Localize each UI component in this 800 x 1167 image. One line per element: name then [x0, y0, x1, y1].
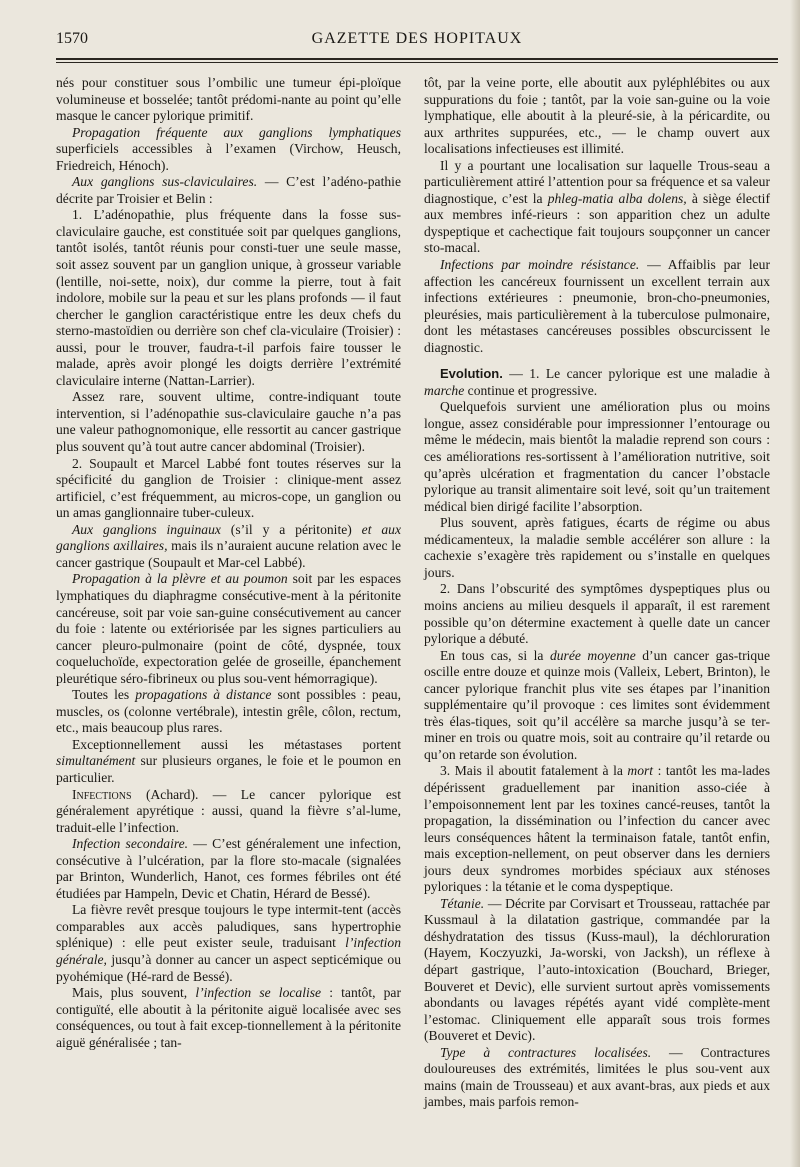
text-run: soit par les espaces lymphatiques du diaphragme consécutive-ment à la péritonite cancéreuse, soit par voie san-guine consécutivement au cancer du foie : latente ou extériorisée par les signes particuliers au cancer pleuro-pulmonaire (point de côté, dyspnée, toux coqueluchoïde, expectoration gelée de groseille, épanchement pleurétique séro-fibrineux ou plus sou-vent hémorragique). — [56, 571, 401, 686]
italic-run: mort — [627, 763, 654, 779]
paragraph-l5 — [56, 389, 401, 455]
text-run: continue et progressive. — [464, 382, 598, 398]
text-run: 3. Mais il aboutit fatalement à la — [440, 763, 628, 779]
text-run: — Décrite par Corvisart et Trousseau, rattachée par Kussmaul à la dilatation gastrique, commandée par la déshydratation des tissus (Kuss-maul), la déchloruration (Hayem, Koczyuzki, Ja-worski, von Jacksh), un réflexe à départ gastrique, l’auto-intoxication (Bouchard, Brieger, Bouveret et Devic), elle survient surtout après vomissements abondants ou lavages répétés ayant vidé complète-ment l’estomac. Cliniquement elle apparaît sous trois formes (Bouveret et Devic). — [424, 895, 770, 1044]
italic-run: l’infection générale, — [56, 935, 401, 967]
paragraph-l13 — [56, 902, 401, 985]
text-run: 1. L’adénopathie, plus fréquente dans la fosse sus-claviculaire gauche, est constituée soit par quelques ganglions, tantôt isolés, tantôt réunis pour consti-tuer une seule masse, soit assez souvent par un ganglion unique, à grosseur variable (lentille, noi-sette, noix), dur comme la pierre, tout à fait indolore, mobile sur la peau et sur les plans profonds — il faut chercher le ganglion caractéristique entre les deux chefs du sterno-mastoïdien ou derrière son chef cla-viculaire (Troisier) : aussi, pour le trouver, faudra-t-il parfois faire tousser le malade, après avoir plongé les doigts derrière l’extrémité claviculaire interne (Nattan-Larrier). — [56, 207, 401, 388]
text-run: sur plusieurs organes, le foie et le poumon en particulier. — [56, 753, 401, 785]
right-column — [424, 75, 770, 1111]
paragraph-r9 — [424, 763, 770, 895]
italic-run: Type à contractures localisées. — [440, 1044, 652, 1060]
paragraph-l11 — [56, 787, 401, 837]
paragraph-l8 — [56, 571, 401, 687]
italic-run: Propagation fréquente aux ganglions lymphatiques — [72, 124, 401, 140]
running-title: GAZETTE DES HOPITAUX — [311, 30, 523, 47]
text-run: d’un cancer gas-trique oscille entre douze et quinze mois (Valleix, Lebert, Brinton), le cancer pylorique franchit plus vite ses étapes par l’inanition supplémentaire qu’il provoque : ces limites sont évidemment très élas-tiques, soit qu’il accélère sa marche jusqu’à se ter-miner en trois ou quatre mois, soit au contraire qu’il retarde ou qu’on retarde son évolution. — [424, 647, 770, 762]
text-run: La fièvre revêt presque toujours le type intermit-tent (accès comparables aux accès paludiques, sans hypertrophie splénique) : elle peut exister seule, traduisant — [56, 902, 401, 951]
text-run: Mais, plus souvent, — [72, 985, 196, 1001]
italic-run: et aux ganglions axillaires, — [56, 521, 401, 554]
text-run: — Contractures douloureuses des extrémités, limitées le plus sou-vent aux mains (main de Trousseau) et aux avant-bras, aux pieds et aux jambes, mais parfois remon- — [424, 1044, 770, 1110]
italic-run: l’infection se localise — [195, 985, 322, 1001]
paragraph-l1 — [56, 75, 401, 125]
paragraph-l4 — [56, 207, 401, 389]
italic-run: simultanément — [56, 753, 136, 769]
paragraph-r2 — [424, 158, 770, 257]
text-run: — 1. Le cancer pylorique est une maladie à — [502, 366, 770, 382]
text-run: — C’est généralement une infection, consécutive à l’ulcération, par la flore sto-macale (signalées par Brinton, Wunderlich, Hanot, ces formes fébriles ont été étudiées par Hampeln, Devic et Chatin, Hérard de Bessé). — [56, 836, 401, 901]
paragraph-l7 — [56, 522, 401, 572]
italic-run: Propagation à la plèvre et au poumon — [72, 571, 288, 587]
text-run: : tantôt, par contiguïté, elle aboutit à la péritonite aiguë localisée avec ses conséquences, ou tout à fait excep-tionnellement à la péritonite aiguë généralisée ; tan- — [56, 985, 401, 1050]
text-run: Il y a pourtant une localisation sur laquelle Trous-seau a particulièrement attiré l’attention pour sa fréquence et sa valeur diagnostique, c’est la — [424, 157, 770, 206]
header-rule-thin — [56, 62, 778, 63]
paragraph-r10 — [424, 896, 770, 1045]
paragraph-l2 — [56, 125, 401, 175]
paragraph-r4 — [424, 366, 770, 399]
text-run: sont possibles : peau, muscles, os (colonne vertébrale), intestin grêle, côlon, rectum, etc., mais beaucoup plus rares. — [56, 687, 401, 736]
text-run: — Affaiblis par leur affection les cancéreux fournissent un excellent terrain aux infections extérieures : pneumonie, bron-cho-pneumonies, pleurésies, mais particulièrement à la tuberculose pulmonaire, dont les métastases cancéreuses possibles obscurcissent le diagnostic. — [424, 257, 770, 355]
italic-run: marche — [424, 382, 465, 398]
running-header — [56, 30, 778, 54]
italic-run: Aux ganglions inguinaux — [72, 521, 221, 537]
text-run: (Achard). — Le cancer pylorique est généralement apyrétique : aussi, quand la fièvre s’al-lume, traduit-elle l’infection. — [56, 786, 401, 835]
text-run: tôt, par la veine porte, elle aboutit aux pyléphlébites ou aux suppurations du foie ; tantôt, par la voie san-guine ou la voie lymphatique, elle aboutit à la pleuré-sie, à la péricardite, ou aux arthrites suppurées, etc., — le champ ouvert aux localisations infectieuses est illimité. — [424, 75, 770, 157]
text-run: Plus souvent, après fatigues, écarts de régime ou abus médicamenteux, la maladie semble accélérer son allure : la cachexie s’exagère très rapidement ou s’installe en quelques jours. — [424, 515, 770, 580]
text-run: 2. Soupault et Marcel Labbé font toutes réserves sur la spécificité du ganglion de Troisier : clinique-ment assez artificiel, c’est fréquemment, au micros-cope, un ganglion ou un amas ganglionnaire tuber-culeux. — [56, 455, 401, 521]
paragraph-r7 — [424, 581, 770, 647]
text-run: nés pour constituer sous l’ombilic une tumeur épi-ploïque volumineuse et bosselée; tantôt prédomi-nante au point qu’elle masque le cancer pylorique primitif. — [56, 75, 401, 124]
italic-run: Tétanie. — [440, 895, 485, 911]
text-run: 2. Dans l’obscurité des symptômes dyspeptiques plus ou moins anciens au milieu desquels il apparaît, il est rarement possible qu’on détermine exactement à quelle date un cancer pylorique a débuté. — [424, 581, 770, 647]
text-run: Exceptionnellement aussi les métastases portent — [72, 736, 401, 752]
paragraph-r8 — [424, 648, 770, 764]
text-run: : tantôt les ma-lades dépérissent graduellement par inanition asso-ciée à l’empoisonnement lent par les toxines cancé-reuses, tantôt la propagation, la dissémination ou l’infection du cancer avec leurs conséquences hâtent la terminaison fatale, tantôt enfin, mais exception-nellement, on peut observer dans les derniers jours deux syndromes morbides spéciaux aux sténoses pyloriques : la tétanie et le coma dyspeptique. — [424, 763, 770, 895]
paragraph-r1 — [424, 75, 770, 158]
smallcaps-heading: Infections — [72, 786, 132, 802]
paragraph-l14 — [56, 985, 401, 1051]
paragraph-r11 — [424, 1045, 770, 1111]
text-run: (s’il y a péritonite) — [220, 521, 362, 537]
paragraph-l10 — [56, 737, 401, 787]
paragraph-l3 — [56, 174, 401, 207]
text-run: à siège électif aux membres infé-rieurs : son apparition chez un adulte dyspeptique et cachectique fait toujours soupçonner un cancer sto-macal. — [424, 190, 770, 256]
page-binding-shadow — [790, 0, 800, 1167]
paragraph-l6 — [56, 456, 401, 522]
paragraph-r3 — [424, 257, 770, 356]
italic-run: Infection secondaire. — [72, 836, 189, 852]
italic-run: durée moyenne — [549, 647, 636, 663]
paragraph-r6 — [424, 515, 770, 581]
text-run: — C’est l’adéno-pathie décrite par Troisier et Belin : — [56, 174, 401, 206]
left-column — [56, 75, 401, 1051]
text-run: En tous cas, si la — [440, 647, 550, 663]
text-run: Quelquefois survient une amélioration plus ou moins longue, assez considérable pour impressionner l’entourage ou même le médecin, mais bientôt la maladie reprend son cours : ces améliorations res-sortissent à l’amélioration nutritive, soit qu’après ulcération et fragmentation du cancer l’obstacle pylorique au transit alimentaire soit levé, soit qu’un traitement médical bien dirigé facilite l’absorption. — [424, 399, 770, 514]
italic-run: propagations à distance — [135, 687, 272, 703]
text-run: Toutes les — [72, 687, 136, 703]
page-number: 1570 — [56, 30, 88, 47]
paragraph-l9 — [56, 687, 401, 737]
text-run: jusqu’à donner au cancer un aspect septicémique ou pyohémique (Hé-rard de Bessé). — [56, 951, 401, 984]
paragraph-r5 — [424, 399, 770, 515]
italic-run: Aux ganglions sus-claviculaires. — [72, 174, 258, 190]
text-run: superficiels accessibles à l’examen (Virchow, Heusch, Friedreich, Hénoch). — [56, 141, 401, 173]
italic-run: phleg-matia alba dolens, — [547, 190, 687, 206]
italic-run: Infections par moindre résistance. — [440, 257, 640, 273]
text-run: Assez rare, souvent ultime, contre-indiquant toute intervention, si l’adénopathie sus-claviculaire gauche n’a pas une valeur pathognomonique, elle ressortit au cancer gastrique plus souvent qu’à tout autre cancer abdominal (Troisier). — [56, 389, 401, 455]
text-run: mais ils n’auraient aucune relation avec le cancer gastrique (Soupault et Mar-cel Labbé). — [56, 538, 401, 570]
paragraph-l12 — [56, 836, 401, 902]
section-heading: Evolution. — [440, 366, 503, 382]
header-rule — [56, 58, 778, 60]
